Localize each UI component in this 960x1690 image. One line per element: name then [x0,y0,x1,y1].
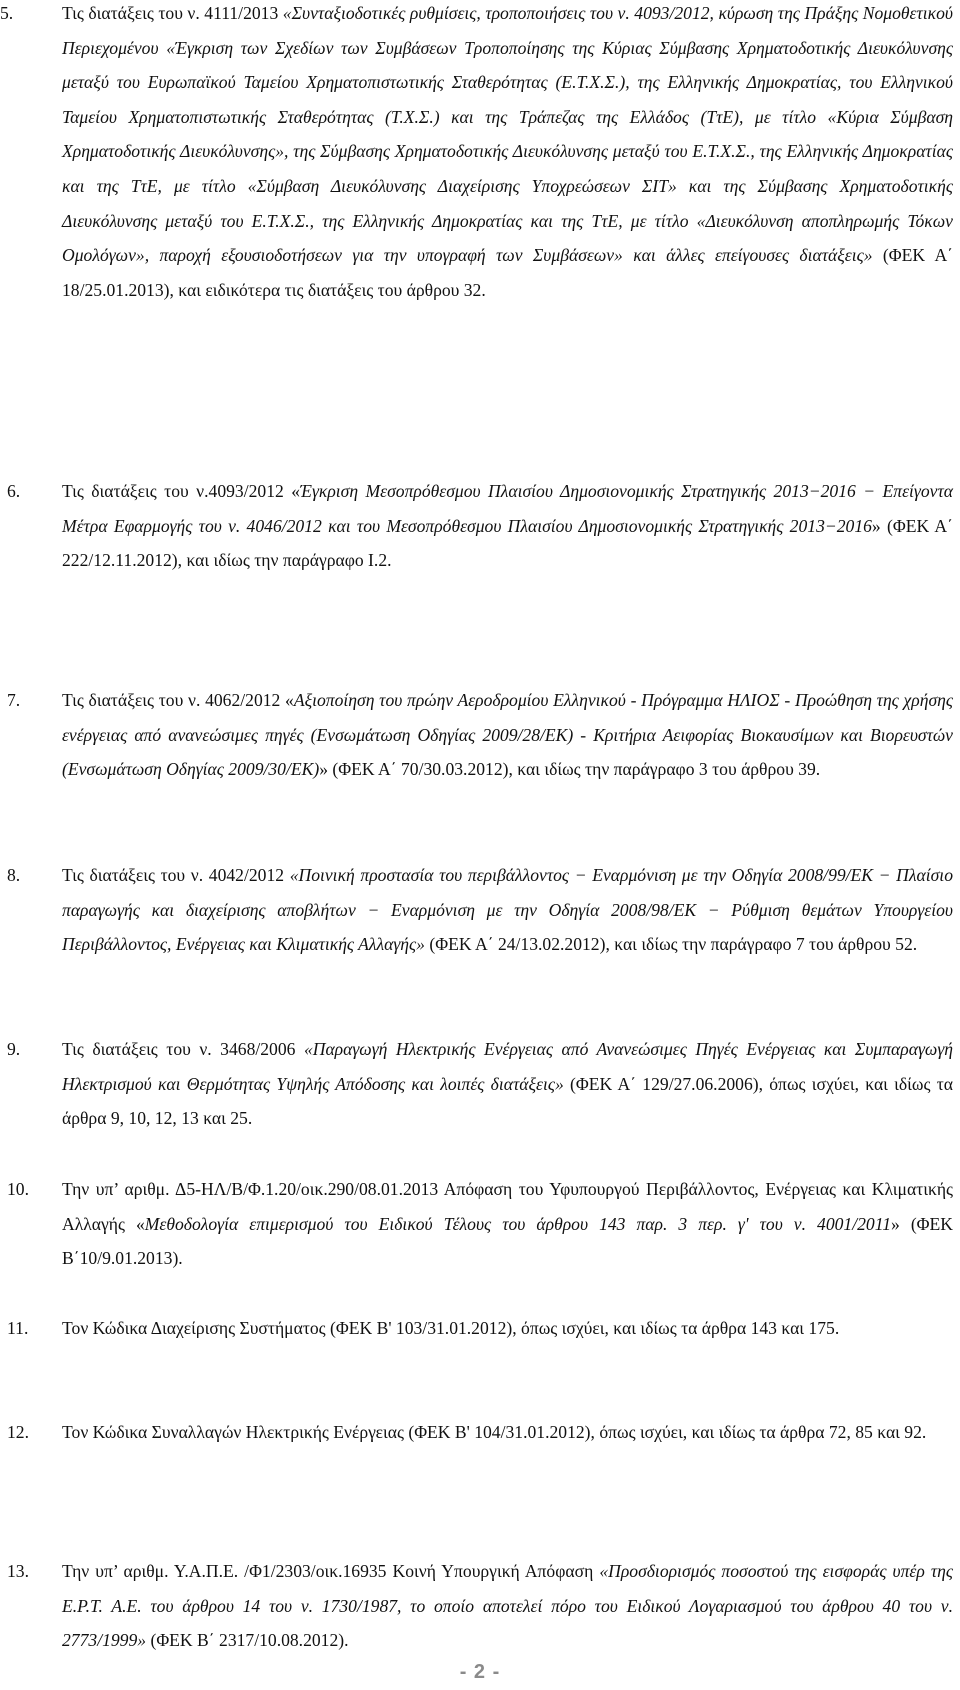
item-text-part: Τον Κώδικα Συναλλαγών Ηλεκτρικής Ενέργειας (ΦΕΚ Β' 104/31.01.2012), όπως ισχύει, και ιδίως τα άρθρα 72, 85 και 92. [62,1422,927,1442]
item-text [62,858,953,962]
item-text [62,1032,953,1136]
item-text-italic: «Προσδιορισμός ποσοστού της εισφοράς υπέρ της Ε.Ρ.Τ. Α.Ε. του άρθρου 14 του ν. 1730/1987, το οποίο αποτελεί πόρο του Ειδικού Λογαριασμού του άρθρου 40 του ν. 2773/1999» [62,1561,953,1651]
item-text-part: Την υπ’ αριθμ. Δ5-ΗΛ/Β/Φ.1.20/οικ.290/08.01.2013 Απόφαση του Υφυπουργού Περιβάλλοντος, Ενέργειας και Κλιματικής Αλλαγής « [62,1179,953,1234]
item-text [62,1554,953,1658]
item-text-part: Τις διατάξεις του ν. 3468/2006 [62,1039,304,1059]
item-text-part: Τις διατάξεις του ν. 4042/2012 [62,865,290,885]
item-text-part: (ΦΕΚ Β΄ 2317/10.08.2012). [146,1630,349,1651]
item-text [62,1172,953,1276]
item-text [62,1311,953,1346]
item-text-part: (ΦΕΚ Α΄ 18/25.01.2013), και ειδικότερα τις διατάξεις του άρθρου 32. [62,245,954,300]
item-number: 12. [7,1422,29,1442]
item-text-part: » (ΦΕΚ Α΄ 70/30.03.2012), και ιδίως την παράγραφο 3 του άρθρου 39. [319,759,821,780]
item-number: 9. [7,1039,21,1059]
item-text-part: » (ΦΕΚ Β΄10/9.01.2013). [62,1213,953,1269]
item-text-part: » (ΦΕΚ Α΄ 222/12.11.2012), και ιδίως την παράγραφο Ι.2. [62,515,953,571]
item-number: 5. [0,3,14,23]
item-text [62,683,953,787]
item-number: 10. [7,1179,29,1199]
item-text-italic: Μεθοδολογία επιμερισμού του Ειδικού Τέλους του άρθρου 143 παρ. 3 περ. γ' του ν. 4001/2011 [144,1213,891,1234]
item-text-part: Τις διατάξεις του ν.4093/2012 « [62,481,301,501]
item-number: 11. [7,1318,29,1338]
item-text-italic: Αξιοποίηση του πρώην Αεροδρομίου Ελληνικού - Πρόγραμμα ΗΛΙΟΣ - Προώθηση της χρήσης ενέργειας από ανανεώσιμες πηγές (Ενσωμάτωση Οδηγίας 2009/28/ΕΚ) - Κριτήρια Αειφορίας Βιοκαυσίμων και Βιορευστών (Ενσωμάτωση Οδηγίας 2009/30/ΕΚ) [62,690,953,780]
item-number: 7. [7,690,21,710]
item-text-part: Τις διατάξεις του ν. 4111/2013 [62,3,283,23]
item-text-italic: Έγκριση Μεσοπρόθεσμου Πλαισίου Δημοσιονομικής Στρατηγικής 2013−2016 − Επείγοντα Μέτρα Εφαρμογής του ν. 4046/2012 και του Μεσοπρόθεσμου Πλαισίου Δημοσιονομικής Στρατηγικής 2013−2016 [62,481,953,536]
item-text-italic: «Συνταξιοδοτικές ρυθμίσεις, τροποποιήσεις του ν. 4093/2012, κύρωση της Πράξης Νομοθετικού Περιεχομένου «Έγκριση των Σχεδίων των Συμβάσεων Τροποποίησης της Κύριας Σύμβασης Χρηματοδοτικής Διευκόλυνσης μεταξύ του Ευρωπαϊκού Ταμείου Χρηματοπιστωτικής Σταθερότητας (Ε.Τ.Χ.Σ.), της Ελληνικής Δημοκρατίας, του Ελληνικού Ταμείου Χρηματοπιστωτικής Σταθερότητας (Τ.Χ.Σ.) και της Τράπεζας της Ελλάδος (ΤτΕ), με τίτλο «Κύρια Σύμβαση Χρηματοδοτικής Διευκόλυνσης», της Σύμβασης Χρηματοδοτικής Διευκόλυνσης μεταξύ του Ε.Τ.Χ.Σ., της Ελληνικής Δημοκρατίας και της ΤτΕ, με τίτλο «Σύμβαση Διευκόλυνσης Διαχείρισης Υποχρεώσεων ΣΙΤ» και της Σύμβασης Χρηματοδοτικής Διευκόλυνσης μεταξύ του Ε.Τ.Χ.Σ., της Ελληνικής Δημοκρατίας και της ΤτΕ, με τίτλο «Διευκόλυνση αποπληρωμής Τόκων Ομολόγων», παροχή εξουσιοδοτήσεων για την υπογραφή των Συμβάσεων» και άλλες επείγουσες διατάξεις» [62,3,953,266]
item-text-part: (ΦΕΚ Α΄ 24/13.02.2012), και ιδίως την παράγραφο 7 του άρθρου 52. [424,934,918,955]
page-number: - 2 - [459,1661,501,1683]
item-number: 8. [7,865,21,885]
item-number: 13. [7,1561,29,1581]
item-text [62,1415,953,1450]
item-text [62,474,953,578]
item-text-part: Τον Κώδικα Διαχείρισης Συστήματος (ΦΕΚ Β' 103/31.01.2012), όπως ισχύει, και ιδίως τα άρθρα 143 και 175. [62,1318,840,1338]
item-text-part: Τις διατάξεις του ν. 4062/2012 « [62,690,294,710]
item-text-italic: «Παραγωγή Ηλεκτρικής Ενέργειας από Ανανεώσιμες Πηγές Ενέργειας και Συμπαραγωγή Ηλεκτρισμού και Θερμότητας Υψηλής Απόδοσης και λοιπές διατάξεις» [62,1039,953,1094]
item-number: 6. [7,481,21,501]
item-text-part: (ΦΕΚ Α΄ 129/27.06.2006), όπως ισχύει, και ιδίως τα άρθρα 9, 10, 12, 13 και 25. [62,1073,953,1129]
item-text-part: Την υπ’ αριθμ. Υ.Α.Π.Ε. /Φ1/2303/οικ.16935 Κοινή Υπουργική Απόφαση [62,1561,600,1581]
item-text-italic: «Ποινική προστασία του περιβάλλοντος − Εναρμόνιση με την Οδηγία 2008/99/ΕΚ − Πλαίσιο παραγωγής και διαχείρισης αποβλήτων − Εναρμόνιση με την Οδηγία 2008/98/ΕΚ − Ρύθμιση θεμάτων Υπουργείου Περιβάλλοντος, Ενέργειας και Κλιματικής Αλλαγής» [62,865,953,955]
item-text [62,0,953,307]
